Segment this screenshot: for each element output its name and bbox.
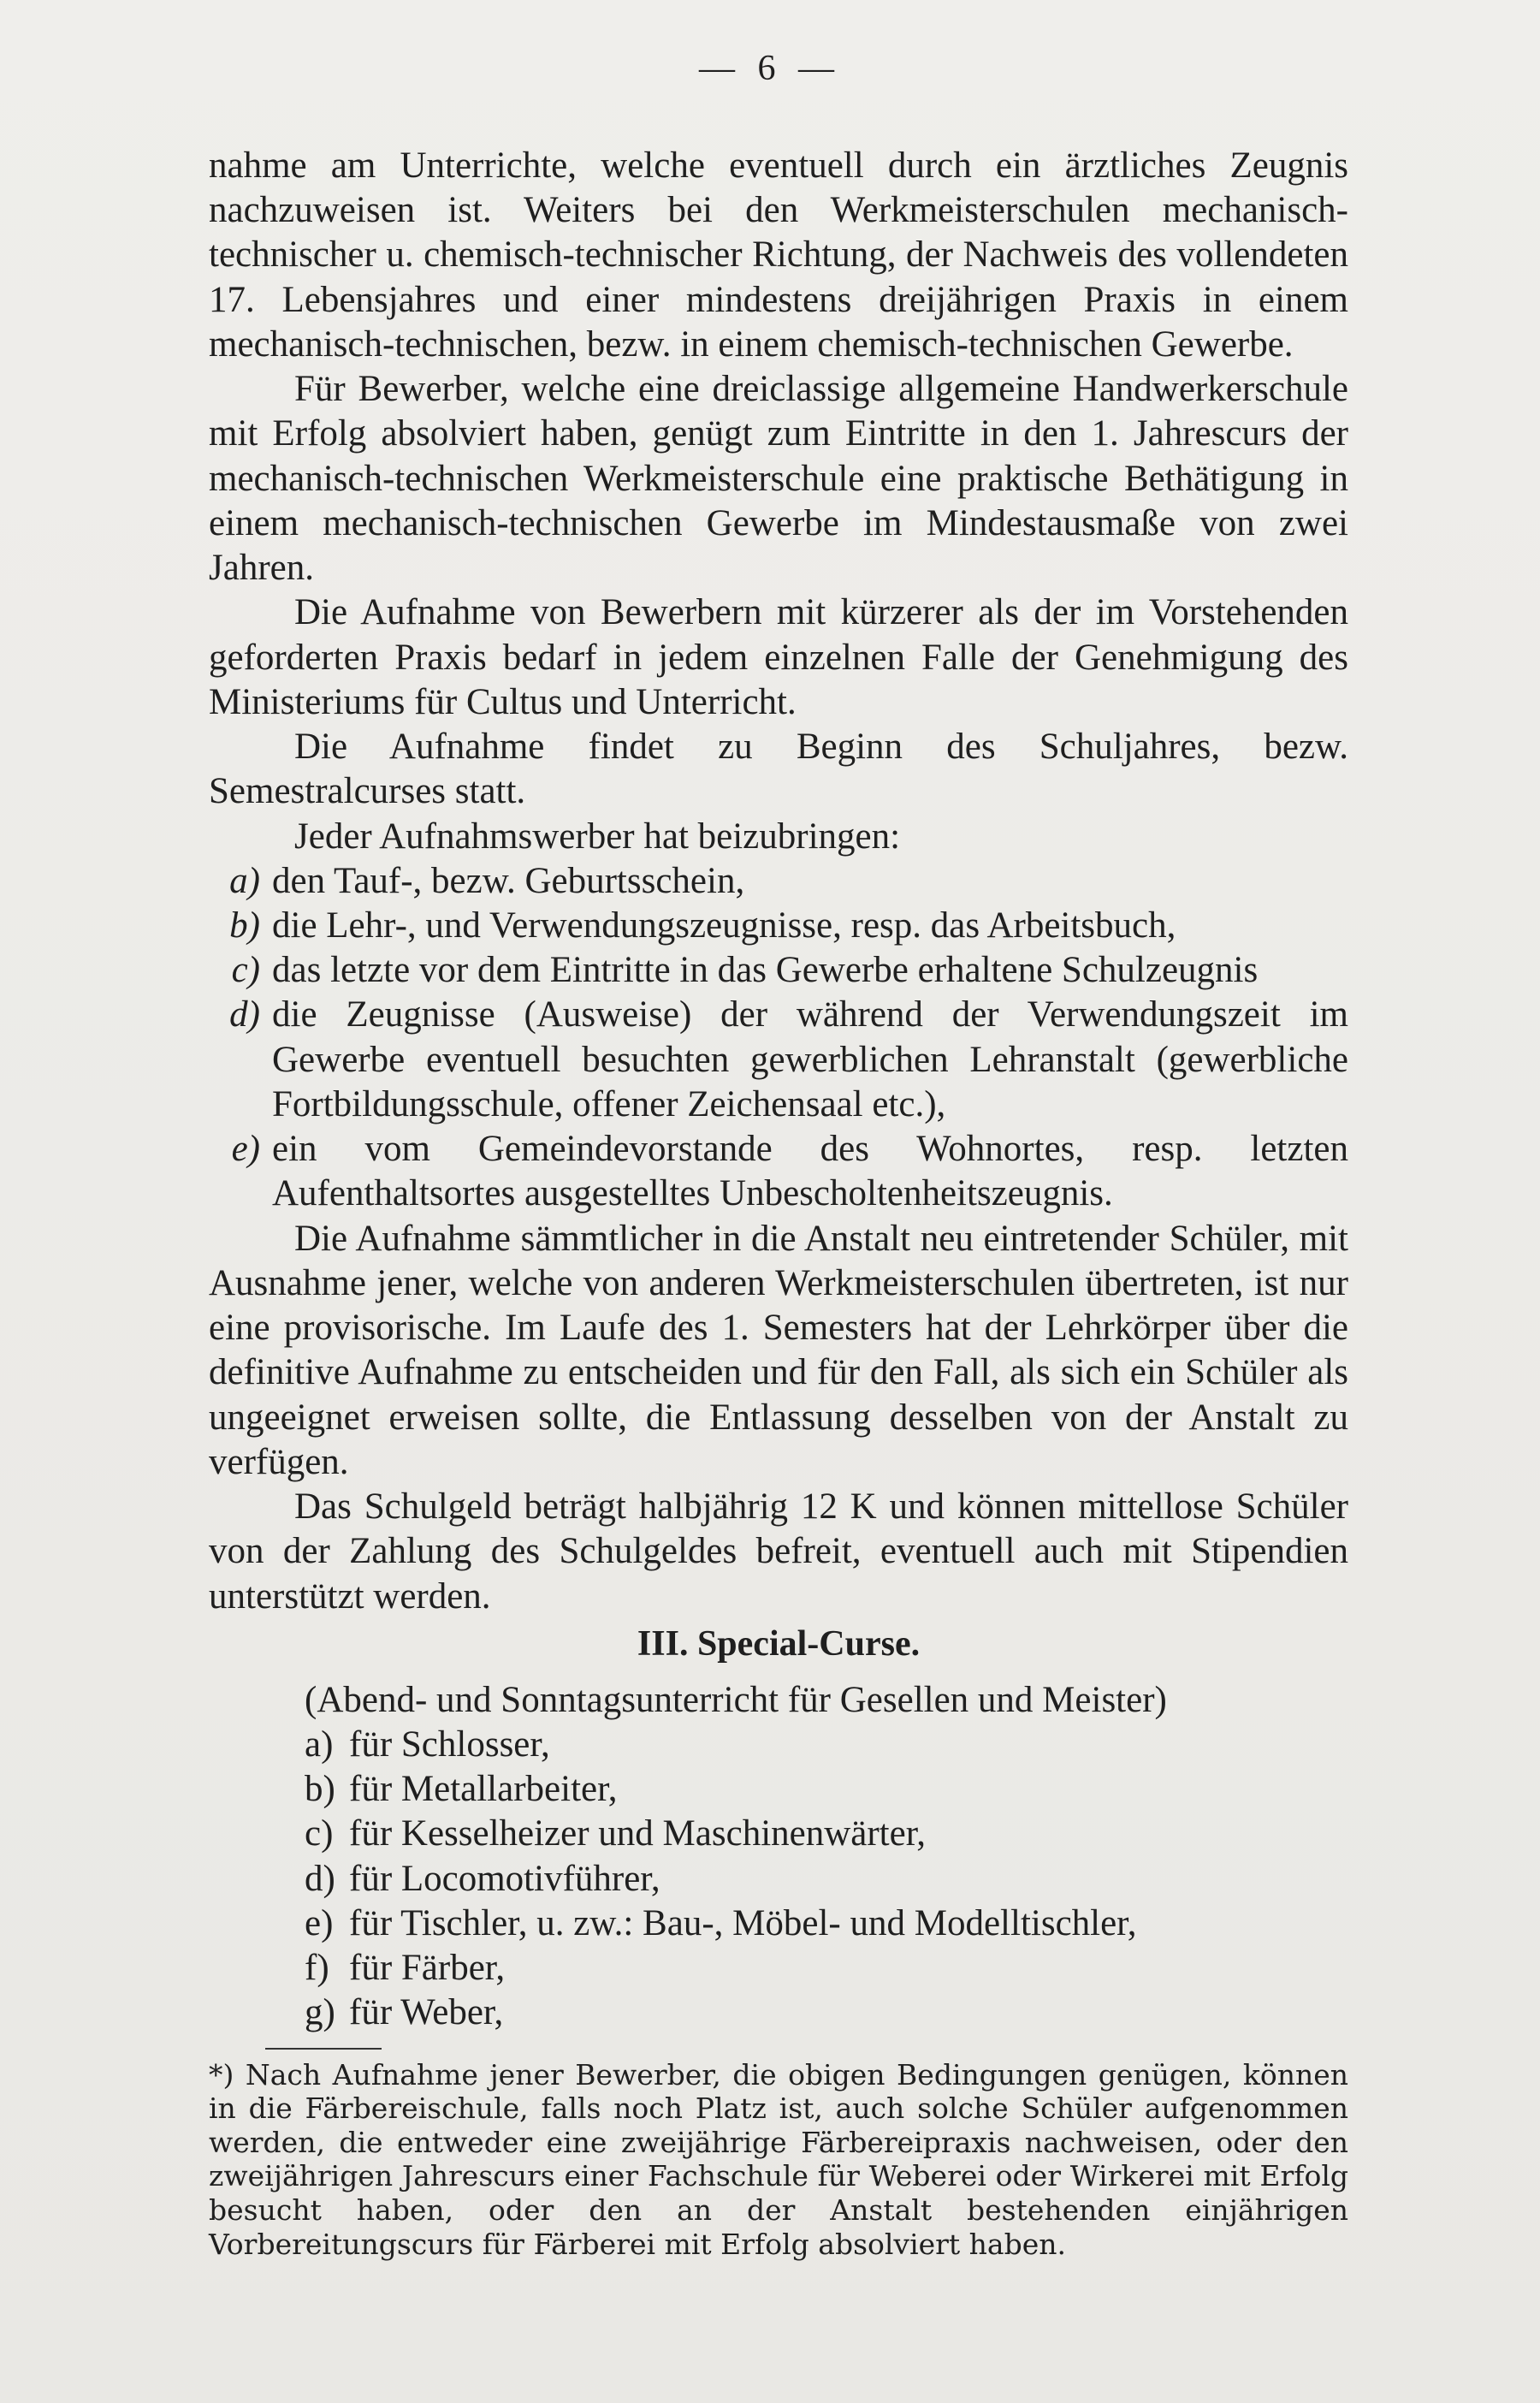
section-subtitle: (Abend- und Sonntagsunterricht für Gesellen und Meister) <box>305 1679 1167 1720</box>
item-label: f) <box>305 1948 329 1989</box>
paragraph-6: Die Aufnahme sämmtlicher in die Anstalt neu eintretender Schüler, mit Ausnahme jener, welche von anderen Werkmeisterschulen übertreten, ist nur eine provisorische. Im Laufe des 1. Semesters hat der Lehrkörper über die definitive Aufnahme zu entscheiden und für den Fall, als sich ein Schüler als ungeeignet erweisen sollte, die Entlassung desselben von der Anstalt zu verfügen. <box>209 1218 1348 1482</box>
paragraph-7: Das Schulgeld beträgt halbjährig 12 K und können mittellose Schüler von der Zahlung des Schulgeldes befreit, eventuell auch mit Stipendien unterstützt werden. <box>209 1486 1348 1617</box>
list-item <box>209 904 1348 948</box>
page-number: — 6 — <box>699 49 841 88</box>
item-text: für Färber, <box>349 1948 506 1989</box>
item-text: für Schlosser, <box>349 1724 550 1765</box>
item-text: für Metallarbeiter, <box>349 1769 618 1810</box>
item-text: für Locomotivführer, <box>349 1858 660 1899</box>
item-label: c) <box>305 1813 334 1854</box>
item-label: e) <box>305 1902 334 1943</box>
list-item <box>305 1723 1348 1767</box>
item-text: ein vom Gemeindevorstande des Wohnortes, resp. letzten Aufenthaltsortes ausgestelltes Unbescholtenheitszeugnis. <box>272 1129 1348 1214</box>
item-text: die Lehr-, und Verwendungszeugnisse, resp. das Arbeitsbuch, <box>272 905 1176 946</box>
item-label: c) <box>231 950 260 991</box>
list-item <box>305 1767 1348 1812</box>
list-item <box>305 1857 1348 1902</box>
paragraph-4: Die Aufnahme findet zu Beginn des Schuljahres, bezw. Semestralcurses statt. <box>209 727 1348 812</box>
item-text: für Kesselheizer und Maschinenwärter, <box>349 1813 927 1854</box>
list-item <box>209 859 1348 904</box>
item-text: für Weber, <box>349 1992 504 2033</box>
courses-list <box>305 1678 1348 2036</box>
item-label: a) <box>229 860 260 901</box>
list-item <box>305 1812 1348 1856</box>
item-label: b) <box>229 905 260 946</box>
item-text: den Tauf-, bezw. Geburtsschein, <box>272 860 745 901</box>
list-item <box>305 1902 1348 1946</box>
list-item <box>209 948 1348 993</box>
list-item <box>305 1991 1348 2035</box>
paragraph-3: Die Aufnahme von Bewerbern mit kürzerer als der im Vorstehenden geforderten Praxis bedarf in jedem einzelnen Falle der Genehmigung des Ministeriums für Cultus und Unterricht. <box>209 592 1348 722</box>
requirements-list <box>209 859 1348 1217</box>
paragraph-2: Für Bewerber, welche eine dreiclassige allgemeine Handwerkerschule mit Erfolg absolviert haben, genügt zum Eintritte in den 1. Jahrescurs der mechanisch-technischen Werkmeisterschule eine praktische Bethätigung in einem mechanisch-technischen Gewerbe im Mindestausmaße von zwei Jahren. <box>209 369 1348 589</box>
page-body <box>209 144 1348 2261</box>
list-item <box>305 1946 1348 1991</box>
paragraph-1: nahme am Unterrichte, welche eventuell durch ein ärztliches Zeugnis nachzuweisen ist. Weiters bei den Werkmeisterschulen mechanisch-technischer u. chemisch-technischer Richtung, der Nachweis des vollendeten 17. Lebensjahres und einer mindestens dreijährigen Praxis in einem mechanisch-technischen, bezw. in einem chemisch-technischen Gewerbe. <box>209 145 1348 365</box>
list-item <box>209 993 1348 1127</box>
paragraph-5: Jeder Aufnahmswerber hat beizubringen: <box>294 816 901 857</box>
item-label: b) <box>305 1769 335 1810</box>
footnote: *) Nach Aufnahme jener Bewerber, die obigen Bedingungen genügen, können in die Färbereischule, falls noch Platz ist, auch solche Schüler aufgenommen werden, die entweder eine zweijährige Färbereipraxis nachweisen, oder den zweijährigen Jahrescurs einer Fachschule für Weberei oder Wirkerei mit Erfolg besucht haben, oder den an der Anstalt bestehenden einjährigen Vorbereitungscurs für Färberei mit Erfolg absolviert haben. <box>209 2057 1348 2261</box>
item-label: e) <box>231 1129 260 1170</box>
item-label: d) <box>229 994 260 1035</box>
footnote-divider <box>265 2048 382 2050</box>
item-label: d) <box>305 1858 335 1899</box>
item-text: für Tischler, u. zw.: Bau-, Möbel- und Modelltischler, <box>349 1902 1137 1943</box>
list-item <box>209 1127 1348 1216</box>
item-text: das letzte vor dem Eintritte in das Gewerbe erhaltene Schulzeugnis <box>272 950 1259 991</box>
section-heading: III. Special-Curse. <box>637 1623 921 1664</box>
item-text: die Zeugnisse (Ausweise) der während der Verwendungszeit im Gewerbe eventuell besuchten gewerblichen Lehranstalt (gewerbliche Fortbildungsschule, offener Zeichensaal etc.), <box>272 994 1348 1124</box>
item-label: a) <box>305 1724 334 1765</box>
item-label: g) <box>305 1992 335 2033</box>
